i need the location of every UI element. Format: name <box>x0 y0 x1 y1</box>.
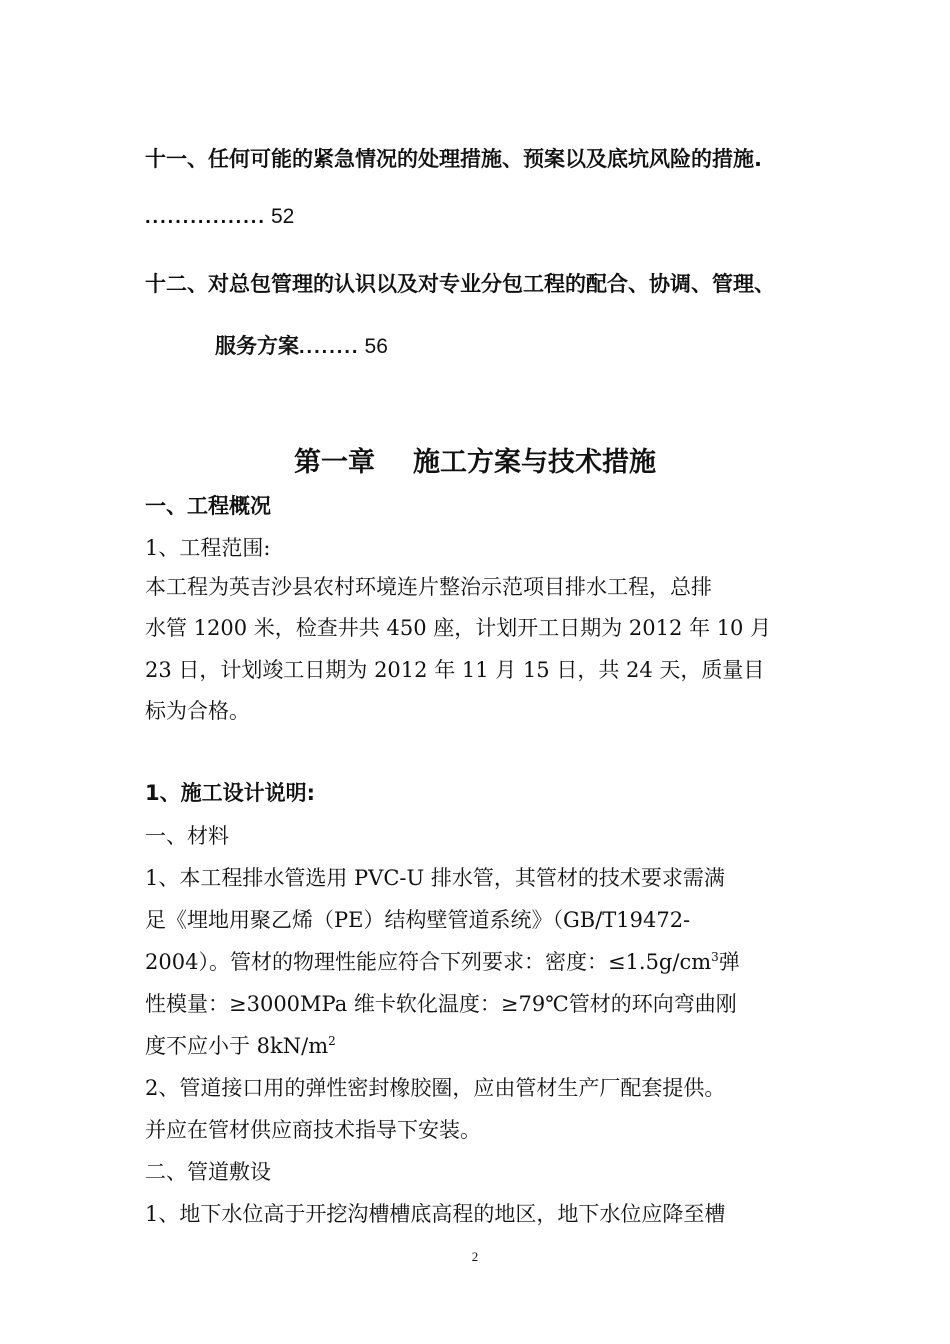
toc-page-number: 52 <box>271 205 295 228</box>
toc-page-number: 56 <box>364 335 388 358</box>
chapter-title: 施工方案与技术措施 <box>413 447 656 478</box>
laying-line-1: 1、地下水位高于开挖沟槽槽底高程的地区，地下水位应降至槽 <box>145 1202 726 1226</box>
materials-line-1: 1、本工程排水管选用 PVC-U 排水管，其管材的技术要求需满 <box>145 866 725 890</box>
toc-item-12-title: 十二、对总包管理的认识以及对专业分包工程的配合、协调、管理、 <box>145 272 775 296</box>
section-heading-design: 1、施工设计说明: <box>145 781 316 805</box>
materials-line-4: 性模量：≥3000MPa 维卡软化温度：≥79℃管材的环向弯曲刚 <box>145 992 737 1016</box>
materials-line-3 <box>145 946 740 976</box>
chapter-heading <box>0 440 950 479</box>
chapter-number: 第一章 <box>294 447 375 478</box>
superscript-3: 3 <box>711 950 719 964</box>
section-heading-overview: 一、工程概况 <box>145 494 271 518</box>
page-number: 2 <box>471 1249 479 1264</box>
overview-line-1: 本工程为英吉沙县农村环境连片整治示范项目排水工程，总排 <box>145 575 712 599</box>
materials-line-5 <box>145 1030 336 1060</box>
overview-line-4: 标为合格。 <box>145 699 250 723</box>
materials-label: 一、材料 <box>145 824 229 848</box>
laying-label: 二、管道敷设 <box>145 1160 271 1184</box>
materials-line-3-tail: 弹 <box>718 950 740 974</box>
toc-item-12-cont-text: 服务方案 <box>215 334 299 358</box>
toc-item-11-title: 十一、任何可能的紧急情况的处理措施、预案以及底坑风险的措施. <box>145 147 762 171</box>
materials-item-2-line-2: 并应在管材供应商技术指导下安装。 <box>145 1118 481 1142</box>
toc-item-11-leader <box>145 205 294 229</box>
scope-label: 1、工程范围: <box>145 536 271 560</box>
toc-item-12-continuation <box>215 330 388 360</box>
overview-line-3: 23 日，计划竣工日期为 2012 年 11 月 15 日，共 24 天，质量目 <box>145 658 765 682</box>
materials-item-2-line-1: 2、管道接口用的弹性密封橡胶圈，应由管材生产厂配套提供。 <box>145 1076 726 1100</box>
materials-line-3-text: 2004）。管材的物理性能应符合下列要求：密度：≤1.5g/cm <box>145 950 712 974</box>
superscript-2: 2 <box>328 1034 336 1048</box>
overview-line-2: 水管 1200 米，检查井共 450 座，计划开工日期为 2012 年 10 月 <box>145 616 772 640</box>
materials-line-5-text: 度不应小于 8kN/m <box>145 1034 329 1058</box>
toc-dot-leader: ................ <box>145 206 266 228</box>
materials-line-2: 足《埋地用聚乙烯（PE）结构壁管道系统》（GB/T19472- <box>145 908 691 932</box>
toc-dot-leader: ........ <box>299 336 360 358</box>
